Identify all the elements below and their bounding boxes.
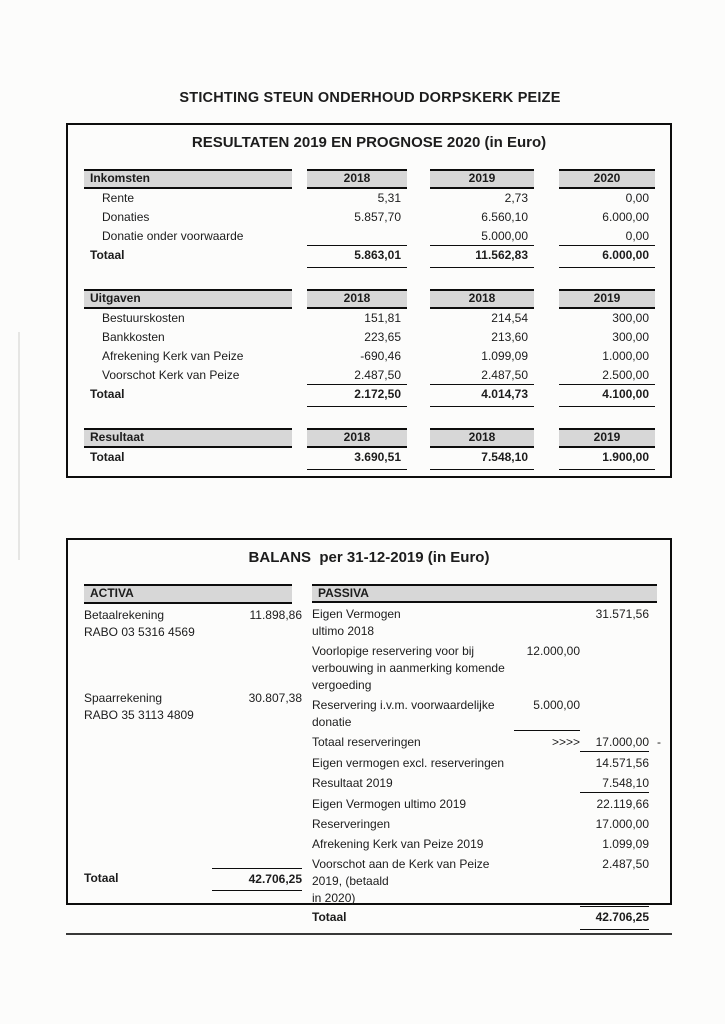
cell-value: 1.000,00: [602, 349, 649, 363]
passiva-header: PASSIVA: [312, 584, 657, 603]
row-label: Eigen Vermogen ultimo 2018: [312, 607, 401, 638]
total-value: 1.900,00: [559, 448, 655, 470]
scan-artifact-line: [18, 332, 20, 560]
table-row-rente: [84, 189, 670, 208]
total-value: 3.690,51: [307, 448, 407, 470]
cell-value: 6.000,00: [602, 210, 649, 224]
total-value: 7.548,10: [430, 448, 534, 470]
row-label: Totaal reserveringen: [312, 735, 421, 749]
row-label: Afrekening Kerk van Peize: [102, 349, 244, 363]
row-label: Eigen Vermogen ultimo 2019: [312, 797, 467, 811]
uitgaven-section: [84, 289, 670, 407]
row-label: Spaarrekening: [84, 691, 163, 705]
row-label: Donatie onder voorwaarde: [102, 229, 244, 243]
cell-value: 2.487,50: [307, 366, 407, 385]
passiva-column: [312, 584, 664, 924]
cell-value: 214,54: [491, 311, 528, 325]
activa-item-spaarrekening: [84, 690, 302, 724]
passiva-row-voorschot-2019: [312, 856, 664, 907]
cell-mid: 5.000,00: [514, 697, 580, 731]
cell-value: 0,00: [625, 191, 649, 205]
row-label: Reserveringen: [312, 817, 391, 831]
row-label: Voorschot Kerk van Peize: [102, 368, 240, 382]
resultaat-section: [84, 428, 670, 470]
account-number: RABO 35 3113 4809: [84, 708, 194, 722]
passiva-row-reserveringen: [312, 816, 664, 833]
year-header-2019: 2019: [430, 169, 534, 189]
minus-marker: -: [657, 735, 661, 749]
table-row-afrekening: [84, 347, 670, 366]
table-row-donatie-onder-voorwaarde: [84, 227, 670, 246]
footer-rule: [66, 933, 672, 935]
total-value: 42.706,25: [212, 868, 302, 891]
resultaat-header: Resultaat: [84, 428, 292, 448]
row-label: Resultaat 2019: [312, 776, 393, 790]
total-label: Totaal: [90, 387, 125, 401]
cell-mid: 12.000,00: [526, 644, 580, 658]
total-row-uitgaven: [84, 385, 670, 407]
total-row-inkomsten: [84, 246, 670, 268]
cell-value: 300,00: [612, 311, 649, 325]
total-value: 42.706,25: [580, 907, 649, 930]
total-value: 6.000,00: [559, 246, 655, 268]
balans-table: [66, 538, 672, 924]
cell-value: 213,60: [491, 330, 528, 344]
inkomsten-header: Inkomsten: [84, 169, 292, 189]
year-header: 2018: [430, 428, 534, 448]
year-header-2018: 2018: [307, 169, 407, 189]
total-value: 2.172,50: [307, 385, 407, 407]
cell-value: [307, 227, 407, 246]
total-label: Totaal: [90, 450, 125, 464]
total-label: Totaal: [90, 248, 125, 262]
resultaten-title: RESULTATEN 2019 EN PROGNOSE 2020 (in Euro): [191, 134, 547, 151]
cell-value: 5.000,00: [430, 227, 534, 246]
table-row-bestuurskosten: [84, 309, 670, 328]
cell-value: 2.500,00: [559, 366, 655, 385]
cell-value: 2.487,50: [580, 856, 649, 907]
year-header: 2018: [307, 428, 407, 448]
row-label: Reservering i.v.m. voorwaardelijke donatie: [312, 698, 495, 729]
cell-value: 0,00: [559, 227, 655, 246]
row-label: Rente: [102, 191, 135, 205]
table-row-bankkosten: [84, 328, 670, 347]
cell-value: 17.000,00: [595, 817, 649, 831]
passiva-row-eigen-vermogen-2018: [312, 606, 664, 640]
total-row-passiva: [312, 907, 664, 930]
uitgaven-header: Uitgaven: [84, 289, 292, 309]
cell-value: 5,31: [377, 191, 401, 205]
activa-column: [84, 584, 302, 893]
row-label: Voorlopige reservering voor bij verbouwing in aanmerking komende vergoeding: [312, 644, 505, 692]
row-label: Eigen vermogen excl. reserveringen: [312, 756, 505, 770]
cell-value: 1.099,09: [602, 837, 649, 851]
total-value: 4.100,00: [559, 385, 655, 407]
year-header: 2019: [559, 428, 655, 448]
activa-item-betaalrekening: [84, 607, 302, 641]
table-row-donaties: [84, 208, 670, 227]
passiva-row-totaal-reserveringen: [312, 734, 664, 752]
passiva-row-afrekening-2019: [312, 836, 664, 853]
row-label: Betaalrekening: [84, 608, 165, 622]
cell-value: 11.898,86: [249, 608, 302, 622]
year-header-2020: 2020: [559, 169, 655, 189]
passiva-row-voorlopige-reservering: [312, 643, 664, 694]
resultaat-header-row: [84, 428, 670, 448]
cell-value: 6.560,10: [481, 210, 528, 224]
year-header: 2018: [430, 289, 534, 309]
table-row-voorschot: [84, 366, 670, 385]
cell-value: 14.571,56: [595, 756, 649, 770]
cell-value: 5.857,70: [354, 210, 401, 224]
resultaten-table: [66, 123, 672, 478]
cell-value: 17.000,00: [580, 734, 649, 752]
balans-title: BALANS per 31-12-2019 (in Euro): [248, 549, 490, 566]
total-value: 11.562,83: [430, 246, 534, 268]
activa-header: ACTIVA: [84, 584, 292, 604]
total-label: Totaal: [84, 871, 119, 885]
cell-value: -690,46: [360, 349, 401, 363]
cell-value: 300,00: [612, 330, 649, 344]
cell-value: 22.119,66: [596, 797, 649, 811]
inkomsten-section: [84, 169, 670, 268]
year-header: 2018: [307, 289, 407, 309]
year-header: 2019: [559, 289, 655, 309]
page-title: STICHTING STEUN ONDERHOUD DORPSKERK PEIZE: [179, 90, 561, 106]
account-number: RABO 03 5316 4569: [84, 625, 195, 639]
cell-value: 7.548,10: [580, 775, 649, 793]
total-value: 4.014,73: [430, 385, 534, 407]
resultaten-body: [68, 169, 670, 470]
cell-value: 2,73: [504, 191, 528, 205]
row-label: Bestuurskosten: [102, 311, 185, 325]
passiva-row-ev-ultimo-2019: [312, 796, 664, 813]
cell-value: 151,81: [364, 311, 401, 325]
cell-value: 2.487,50: [430, 366, 534, 385]
cell-value: 223,65: [364, 330, 401, 344]
balans-body: [68, 570, 670, 924]
inkomsten-header-row: [84, 169, 670, 189]
passiva-row-reservering-voorwaardelijke-donatie: [312, 697, 664, 731]
cell-value: 30.807,38: [248, 691, 302, 705]
arrows-marker: >>>>: [551, 735, 580, 749]
row-label: Bankkosten: [102, 330, 165, 344]
cell-mid: [514, 606, 580, 640]
total-row-activa: [84, 868, 302, 891]
row-label: Donaties: [102, 210, 150, 224]
passiva-row-resultaat-2019: [312, 775, 664, 793]
total-label: Totaal: [312, 910, 347, 924]
row-label: Voorschot aan de Kerk van Peize 2019, (betaald in 2020): [312, 857, 490, 905]
uitgaven-header-row: [84, 289, 670, 309]
total-row-resultaat: [84, 448, 670, 470]
cell-value: 31.571,56: [595, 607, 649, 621]
cell-value: 1.099,09: [481, 349, 528, 363]
total-value: 5.863,01: [307, 246, 407, 268]
row-label: Afrekening Kerk van Peize 2019: [312, 837, 484, 851]
passiva-row-ev-excl-reserveringen: [312, 755, 664, 772]
